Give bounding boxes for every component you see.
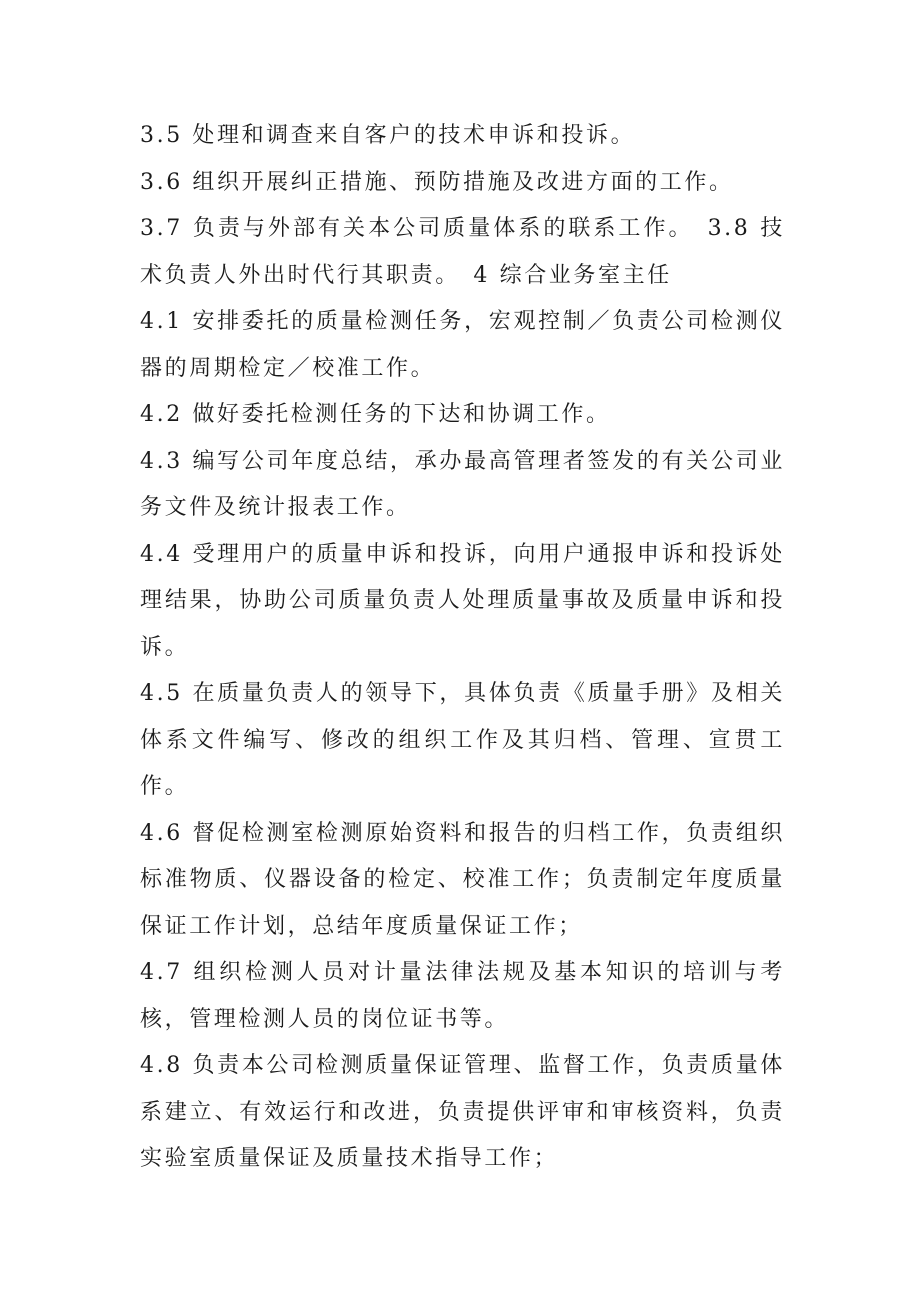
paragraph-4-1: 4.1 安排委托的质量检测任务，宏观控制／负责公司检测仪器的周期检定／校准工作。 <box>140 309 785 381</box>
paragraph-4-8: 4.8 负责本公司检测质量保证管理、监督工作，负责质量体系建立、有效运行和改进，负责提供评审和审核资料，负责实验室质量保证及质量技术指导工作； <box>140 1053 785 1171</box>
paragraph-3-6: 3.6 组织开展纠正措施、预防措施及改进方面的工作。 <box>140 169 734 195</box>
paragraph-3-5: 3.5 处理和调查来自客户的技术申诉和投诉。 <box>140 123 636 148</box>
document-body <box>140 113 785 1183</box>
paragraph-4-4: 4.4 受理用户的质量申诉和投诉，向用户通报申诉和投诉处理结果，协助公司质量负责人处理质量事故及质量申诉和投诉。 <box>140 541 785 660</box>
paragraph-4-6: 4.6 督促检测室检测原始资料和报告的归档工作，负责组织标准物质、仪器设备的检定、校准工作；负责制定年度质量保证工作计划，总结年度质量保证工作； <box>140 820 785 939</box>
paragraph-4-3: 4.3 编写公司年度总结，承办最高管理者签发的有关公司业务文件及统计报表工作。 <box>140 448 785 520</box>
paragraph-4-5: 4.5 在质量负责人的领导下，具体负责《质量手册》及相关体系文件编写、修改的组织工作及其归档、管理、宣贯工作。 <box>140 681 785 799</box>
paragraph-4-2: 4.2 做好委托检测任务的下达和协调工作。 <box>140 402 611 427</box>
paragraph-4-7: 4.7 组织检测人员对计量法律法规及基本知识的培训与考核，管理检测人员的岗位证书等。 <box>140 960 785 1032</box>
paragraph-3-7: 3.7 负责与外部有关本公司质量体系的联系工作。 3.8 技术负责人外出时代行其职责。 4 综合业务室主任 <box>140 216 785 288</box>
